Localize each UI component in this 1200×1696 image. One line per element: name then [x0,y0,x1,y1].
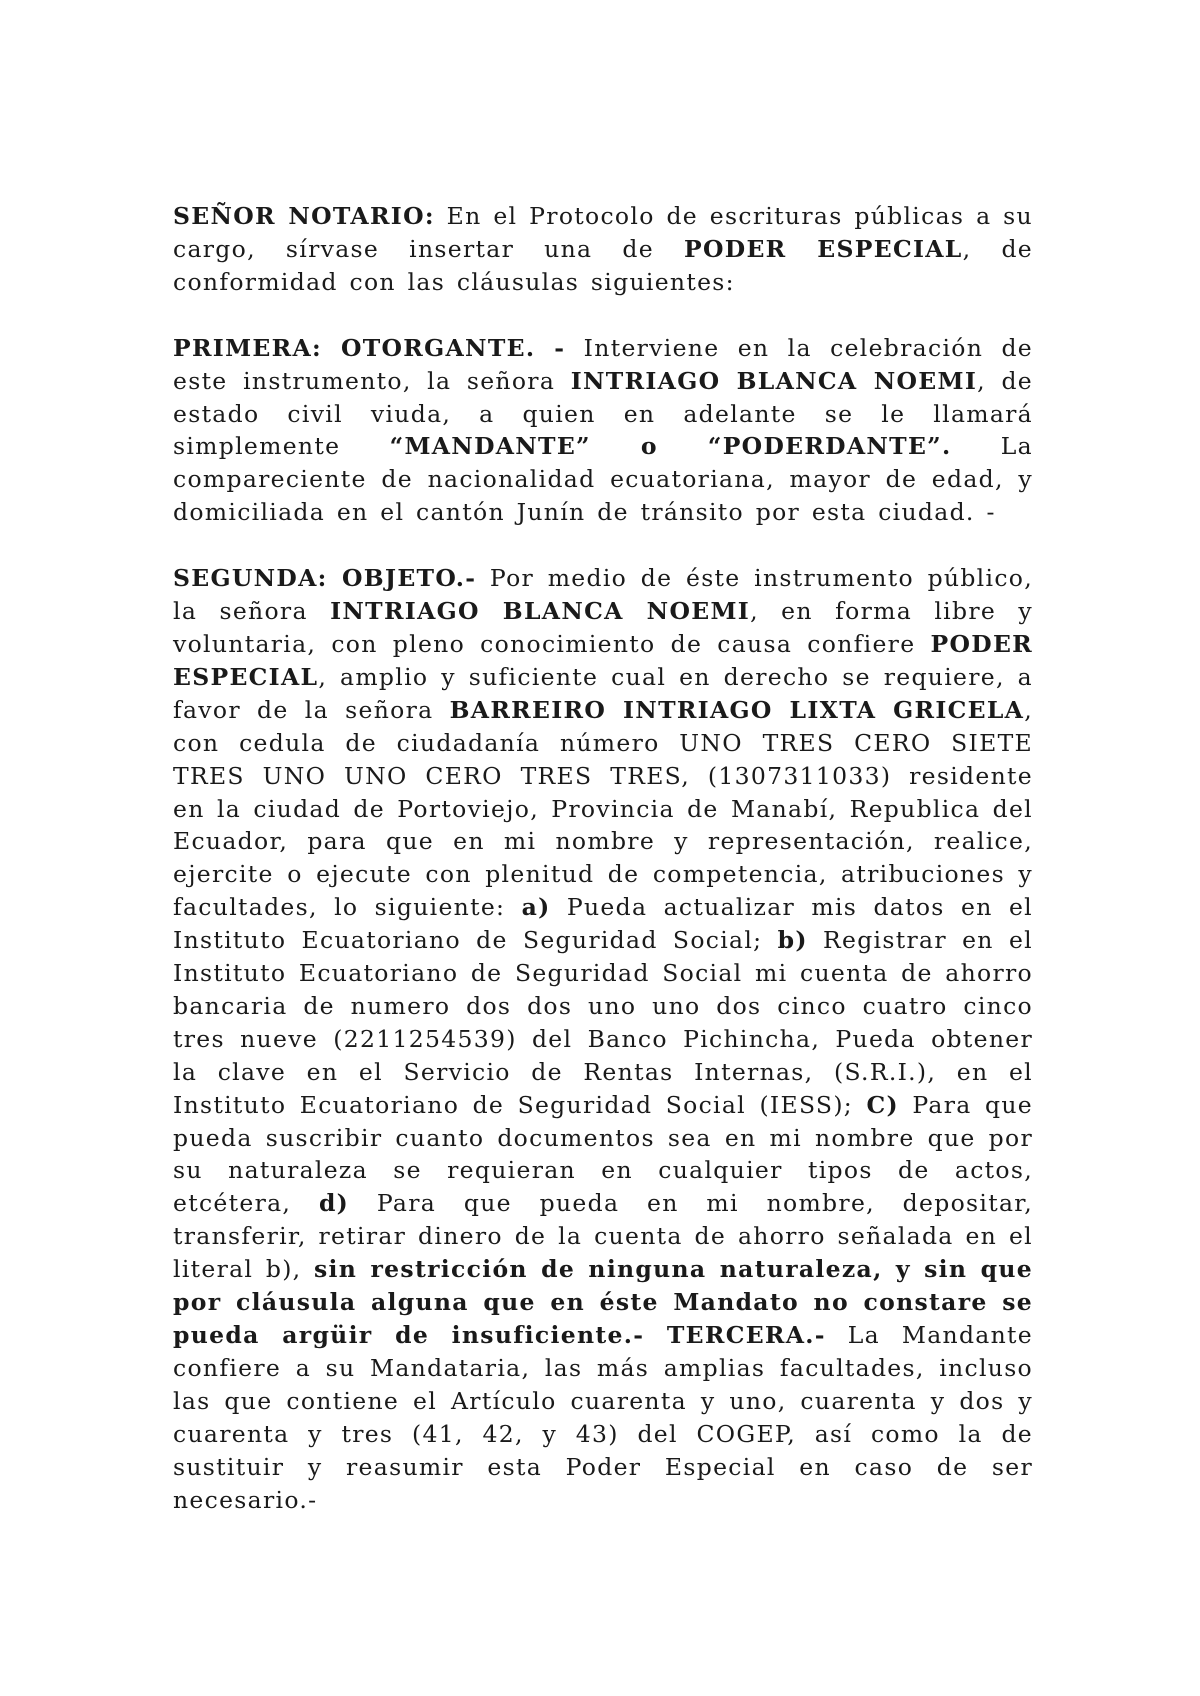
literal-d: d) [318,1189,350,1218]
bold-sin-restriccion-tercera: sin restricción de ninguna naturaleza, y sin que por cláusula alguna que en éste Mandato no constare se pueda argüir de insuficiente.- TERCERA.- [173,1255,1033,1349]
text-segment: , en forma libre y voluntaria, con pleno conocimiento de causa confiere [173,597,1033,658]
text-segment: La compareciente de nacionalidad ecuatoriana, mayor de edad, y domiciliada en el cantón Junín de tránsito por esta ciudad. - [173,432,1033,527]
document-body [173,200,1033,1549]
text-segment: Por medio de éste instrumento público, la señora [173,564,1033,626]
text-segment: Pueda actualizar mis datos en el Instituto Ecuatoriano de Seguridad Social; [173,893,1033,955]
text-segment: En el Protocolo de escrituras públicas a su cargo, sírvase insertar una de [173,202,1033,263]
literal-c: C) [866,1090,899,1119]
bold-mandante-name: INTRIAGO BLANCA NOEMI [570,366,978,395]
heading-primera-otorgante: PRIMERA: OTORGANTE. - [173,333,566,362]
text-segment: , de conformidad con las cláusulas siguientes: [173,234,1033,296]
literal-a: a) [521,893,551,922]
text-segment: , amplio y suficiente cual en derecho se requiere, a favor de la señora [173,662,1033,724]
heading-senor-notario: SEÑOR NOTARIO: [173,202,435,230]
text-segment: , con cedula de ciudadanía número UNO TRES CERO SIETE TRES UNO UNO CERO TRES TRES, (1307311033) residente en la ciudad de Portoviejo, Provincia de Manabí, Republica del Ecuador, para que en mi nombre y representación, realice, ejercite o ejecute con plenitud de competencia, atribuciones y facultades, lo siguiente: [173,695,1033,922]
bold-mandante-poderdante: “MANDANTE” o “PODERDANTE”. [389,432,952,461]
paragraph-intro [173,200,1033,299]
text-segment: Interviene en la celebración de este instrumento, la señora [173,333,1034,395]
paragraph-segunda [173,562,1033,1516]
text-segment: Para que pueda en mi nombre, depositar, transferir, retirar dinero de la cuenta de ahorro señalada en el literal b), [173,1189,1033,1284]
bold-poder-especial: PODER ESPECIAL [173,629,1033,691]
bold-poder-especial: PODER ESPECIAL [684,234,963,263]
paragraph-primera [173,332,1033,529]
text-segment: Para que pueda suscribir cuanto documentos sea en mi nombre que por su naturaleza se requieran en cualquier tipos de actos, etcétera, [173,1090,1033,1218]
bold-mandataria-name: BARREIRO INTRIAGO LIXTA GRICELA [449,695,1025,724]
text-segment: , de estado civil viuda, a quien en adelante se le llamará simplemente [173,366,1034,461]
text-segment: Registrar en el Instituto Ecuatoriano de Seguridad Social mi cuenta de ahorro bancaria de numero dos dos uno uno dos cinco cuatro cinco tres nueve (2211254539) del Banco Pichincha, Pueda obtener la clave en el Servicio de Rentas Internas, (S.R.I.), en el Instituto Ecuatoriano de Seguridad Social (IESS); [173,926,1033,1119]
heading-segunda-objeto: SEGUNDA: OBJETO.- [173,564,477,593]
literal-b: b) [777,926,808,955]
text-segment: La Mandante confiere a su Mandataria, las más amplias facultades, incluso las que contiene el Artículo cuarenta y uno, cuarenta y dos y cuarenta y tres (41, 42, y 43) del COGEP, así como la de sustituir y reasumir esta Poder Especial en caso de ser necesario.- [173,1321,1033,1514]
bold-mandante-name: INTRIAGO BLANCA NOEMI [330,597,751,626]
